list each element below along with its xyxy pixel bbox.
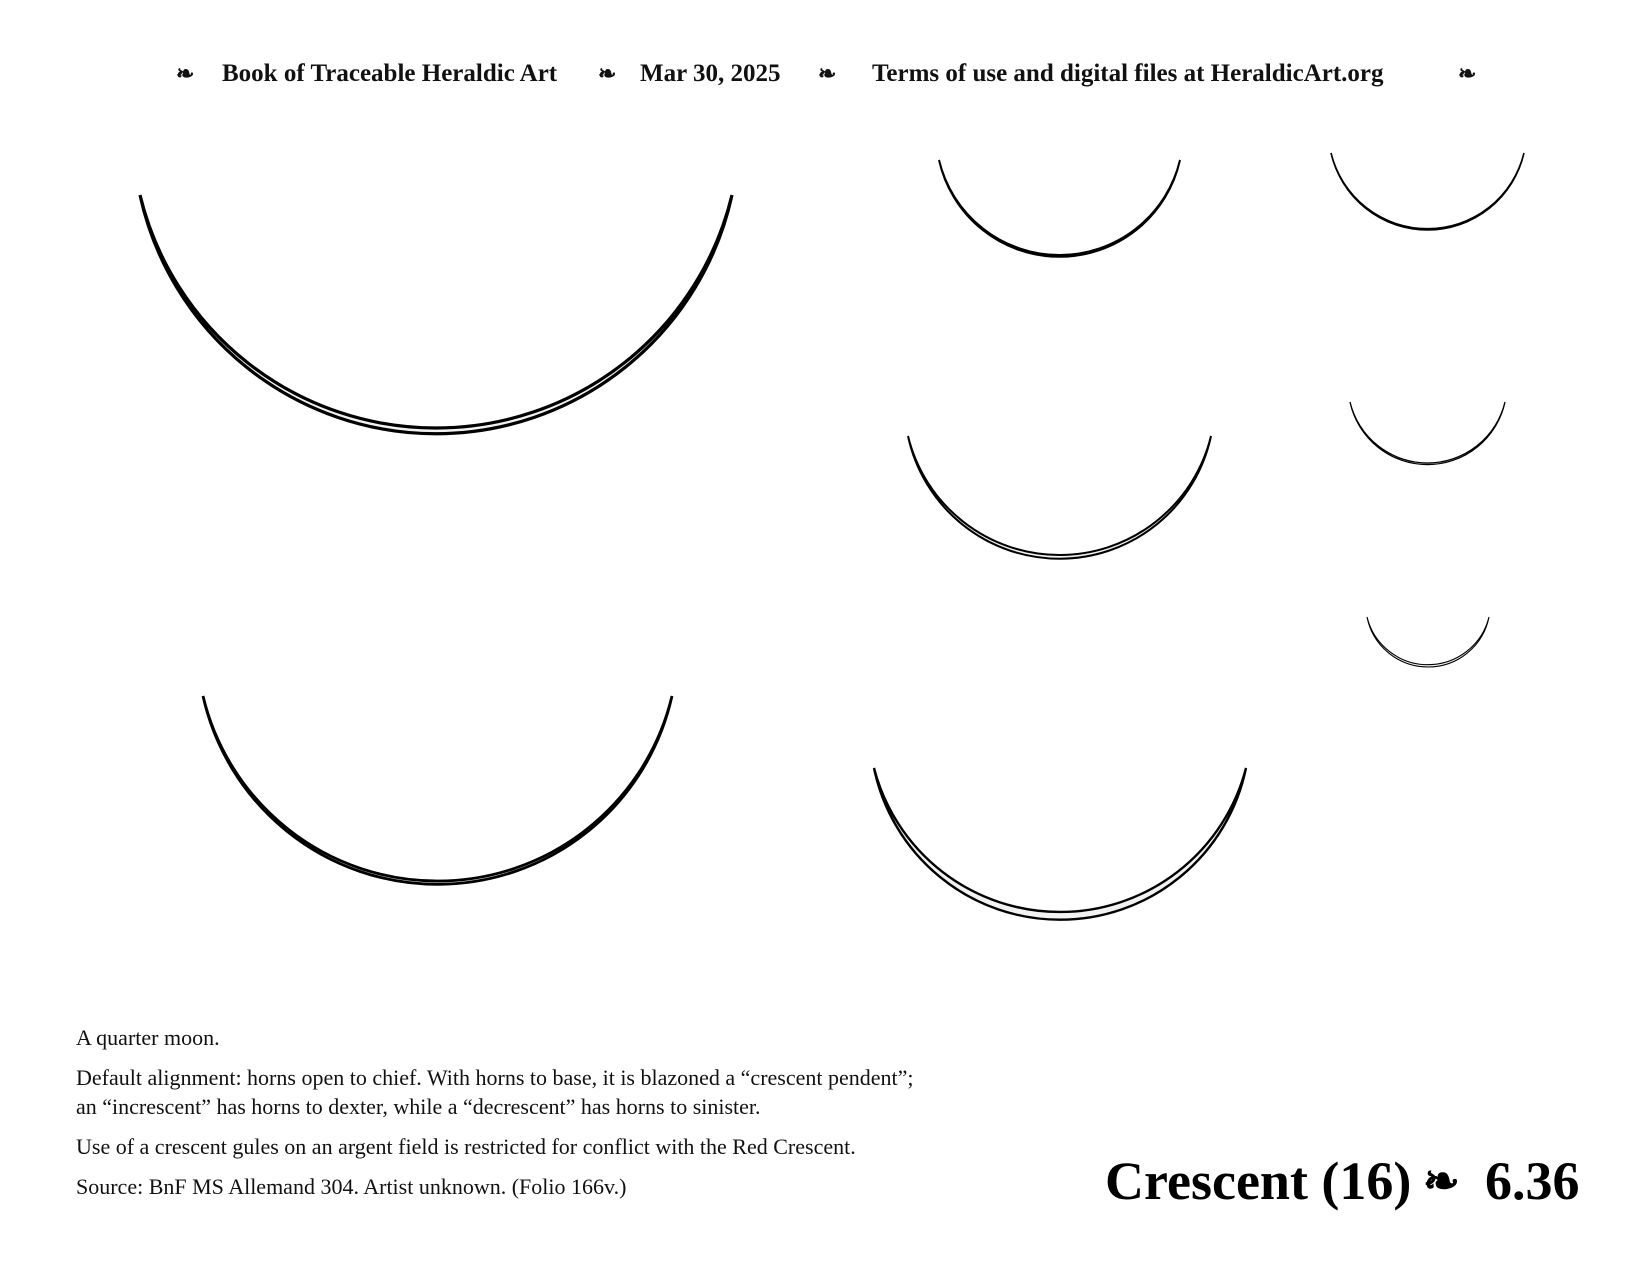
caption-restriction: Use of a crescent gules on an argent field is restricted for conflict with the Red Crescent.	[76, 1134, 856, 1159]
crescent-medium-left	[203, 696, 672, 884]
plate-title	[1105, 1140, 1585, 1220]
crescent-small-top	[939, 160, 1180, 257]
caption	[76, 1023, 1116, 1212]
caption-alignment	[76, 1063, 1116, 1121]
header-date: Mar 30, 2025	[640, 60, 781, 87]
crescent-medium-right	[874, 768, 1246, 920]
plate-name: Crescent (16)	[1105, 1151, 1412, 1211]
fleuron-icon: ❧	[1423, 1157, 1460, 1206]
fleuron-icon: ❧	[1458, 61, 1477, 86]
crescent-tiny-2	[1350, 402, 1505, 465]
caption-source: Source: BnF MS Allemand 304. Artist unknown. (Folio 166v.)	[76, 1174, 627, 1199]
crescent-small-middle	[908, 436, 1211, 559]
caption-alignment-line2: an “increscent” has horns to dexter, while a “decrescent” has horns to sinister.	[76, 1094, 761, 1119]
plate-number: 6.36	[1485, 1151, 1580, 1211]
caption-description: A quarter moon.	[76, 1025, 220, 1050]
caption-alignment-line1: Default alignment: horns open to chief. With horns to base, it is blazoned a “crescent pendent”;	[76, 1065, 914, 1090]
crescent-large	[140, 195, 732, 434]
book-title: Book of Traceable Heraldic Art	[222, 60, 558, 87]
fleuron-icon: ❧	[598, 61, 617, 86]
crescent-tiny-1	[1331, 153, 1524, 230]
fleuron-icon: ❧	[818, 61, 837, 86]
fleuron-icon: ❧	[176, 61, 195, 86]
crescent-tiny-3	[1367, 617, 1489, 667]
terms-link: Terms of use and digital files at HeraldicArt.org	[872, 60, 1384, 87]
